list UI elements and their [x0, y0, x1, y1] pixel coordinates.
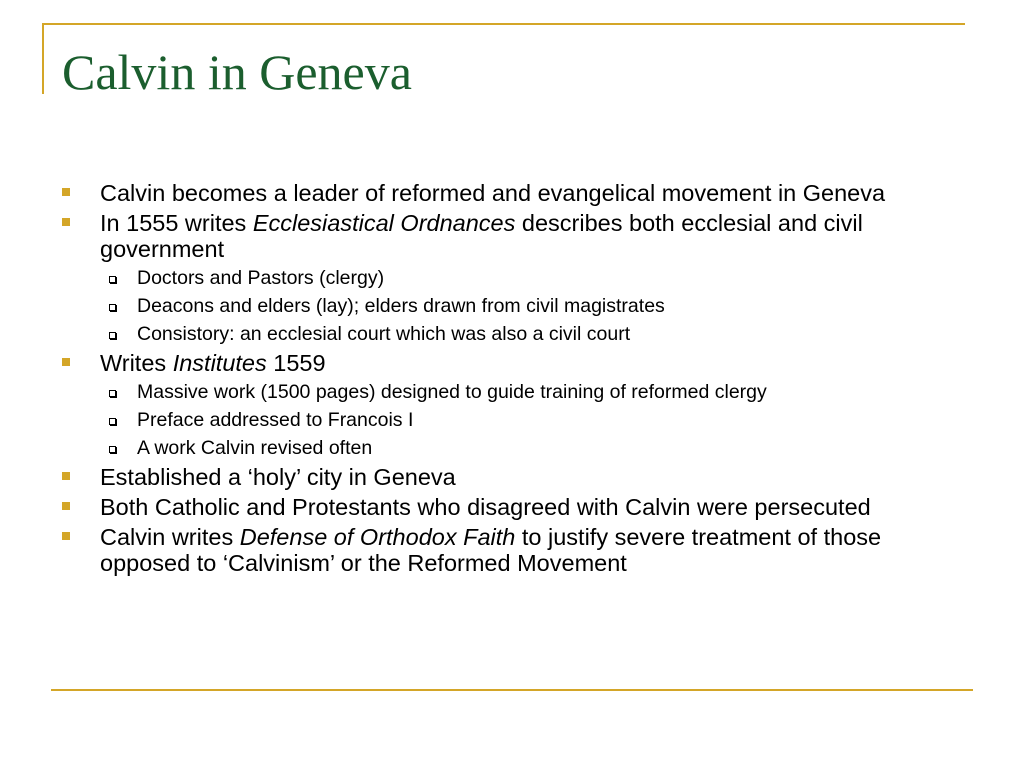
hollow-square-bullet-icon [109, 418, 116, 425]
bullet-text-run: Established a ‘holy’ city in Geneva [100, 464, 456, 490]
bottom-rule [51, 689, 973, 691]
filled-square-bullet-icon [62, 358, 70, 366]
sub-bullet-item [62, 322, 962, 346]
sub-bullet-item [62, 408, 962, 432]
sub-bullet-item [62, 294, 962, 318]
hollow-square-bullet-icon [109, 304, 116, 311]
bullet-text-run: Calvin writes [100, 524, 240, 550]
bullet-text-run: Massive work (1500 pages) designed to guide training of reformed clergy [137, 381, 767, 403]
bullet-text-run: Both Catholic and Protestants who disagreed with Calvin were persecuted [100, 494, 871, 520]
bullet-text-run: A work Calvin revised often [137, 437, 373, 459]
bullet-text [137, 266, 962, 290]
hollow-square-bullet-icon [109, 276, 116, 283]
hollow-square-bullet-icon [109, 390, 116, 397]
bullet-text-run: Writes [100, 350, 173, 376]
bullet-text-run: In 1555 writes [100, 210, 253, 236]
bullet-text-run: Deacons and elders (lay); elders drawn from civil magistrates [137, 295, 665, 317]
slide-title: Calvin in Geneva [62, 44, 412, 100]
bullet-text-run: Doctors and Pastors (clergy) [137, 267, 385, 289]
bullet-text [100, 464, 962, 490]
bullet-text [100, 210, 962, 262]
bullet-item [62, 210, 962, 262]
filled-square-bullet-icon [62, 502, 70, 510]
bullet-text [100, 180, 962, 206]
left-rule [42, 23, 44, 94]
hollow-square-bullet-icon [109, 332, 116, 339]
bullet-item [62, 494, 962, 520]
bullet-text [137, 380, 962, 404]
filled-square-bullet-icon [62, 532, 70, 540]
filled-square-bullet-icon [62, 218, 70, 226]
bullet-text [100, 494, 962, 520]
bullet-text-run: Calvin becomes a leader of reformed and evangelical movement in Geneva [100, 180, 886, 206]
bullet-text-run: describes both ecclesial and civil government [100, 210, 870, 262]
bullet-text-run: Consistory: an ecclesial court which was also a civil court [137, 323, 631, 345]
hollow-square-bullet-icon [109, 446, 116, 453]
sub-bullet-item [62, 380, 962, 404]
bullet-text-run: to justify severe treatment of those opposed to ‘Calvinism’ or the Reformed Movement [100, 524, 888, 576]
bullet-text [137, 408, 962, 432]
bullet-item [62, 524, 962, 576]
sub-bullet-item [62, 436, 962, 460]
top-rule [42, 23, 965, 25]
bullet-text [137, 436, 962, 460]
work-title-text: Defense of Orthodox Faith [239, 524, 516, 550]
filled-square-bullet-icon [62, 188, 70, 196]
bullet-text-run: Preface addressed to Francois I [137, 409, 414, 431]
bullet-list [62, 180, 962, 576]
bullet-item [62, 464, 962, 490]
bullet-text [137, 294, 962, 318]
work-title-text: Institutes [172, 350, 267, 376]
bullet-item [62, 350, 962, 376]
work-title-text: Ecclesiastical Ordnances [252, 210, 516, 236]
bullet-text [137, 322, 962, 346]
bullet-text-run: 1559 [266, 350, 326, 376]
sub-bullet-item [62, 266, 962, 290]
filled-square-bullet-icon [62, 472, 70, 480]
bullet-item [62, 180, 962, 206]
bullet-text [100, 524, 962, 576]
bullet-text [100, 350, 962, 376]
